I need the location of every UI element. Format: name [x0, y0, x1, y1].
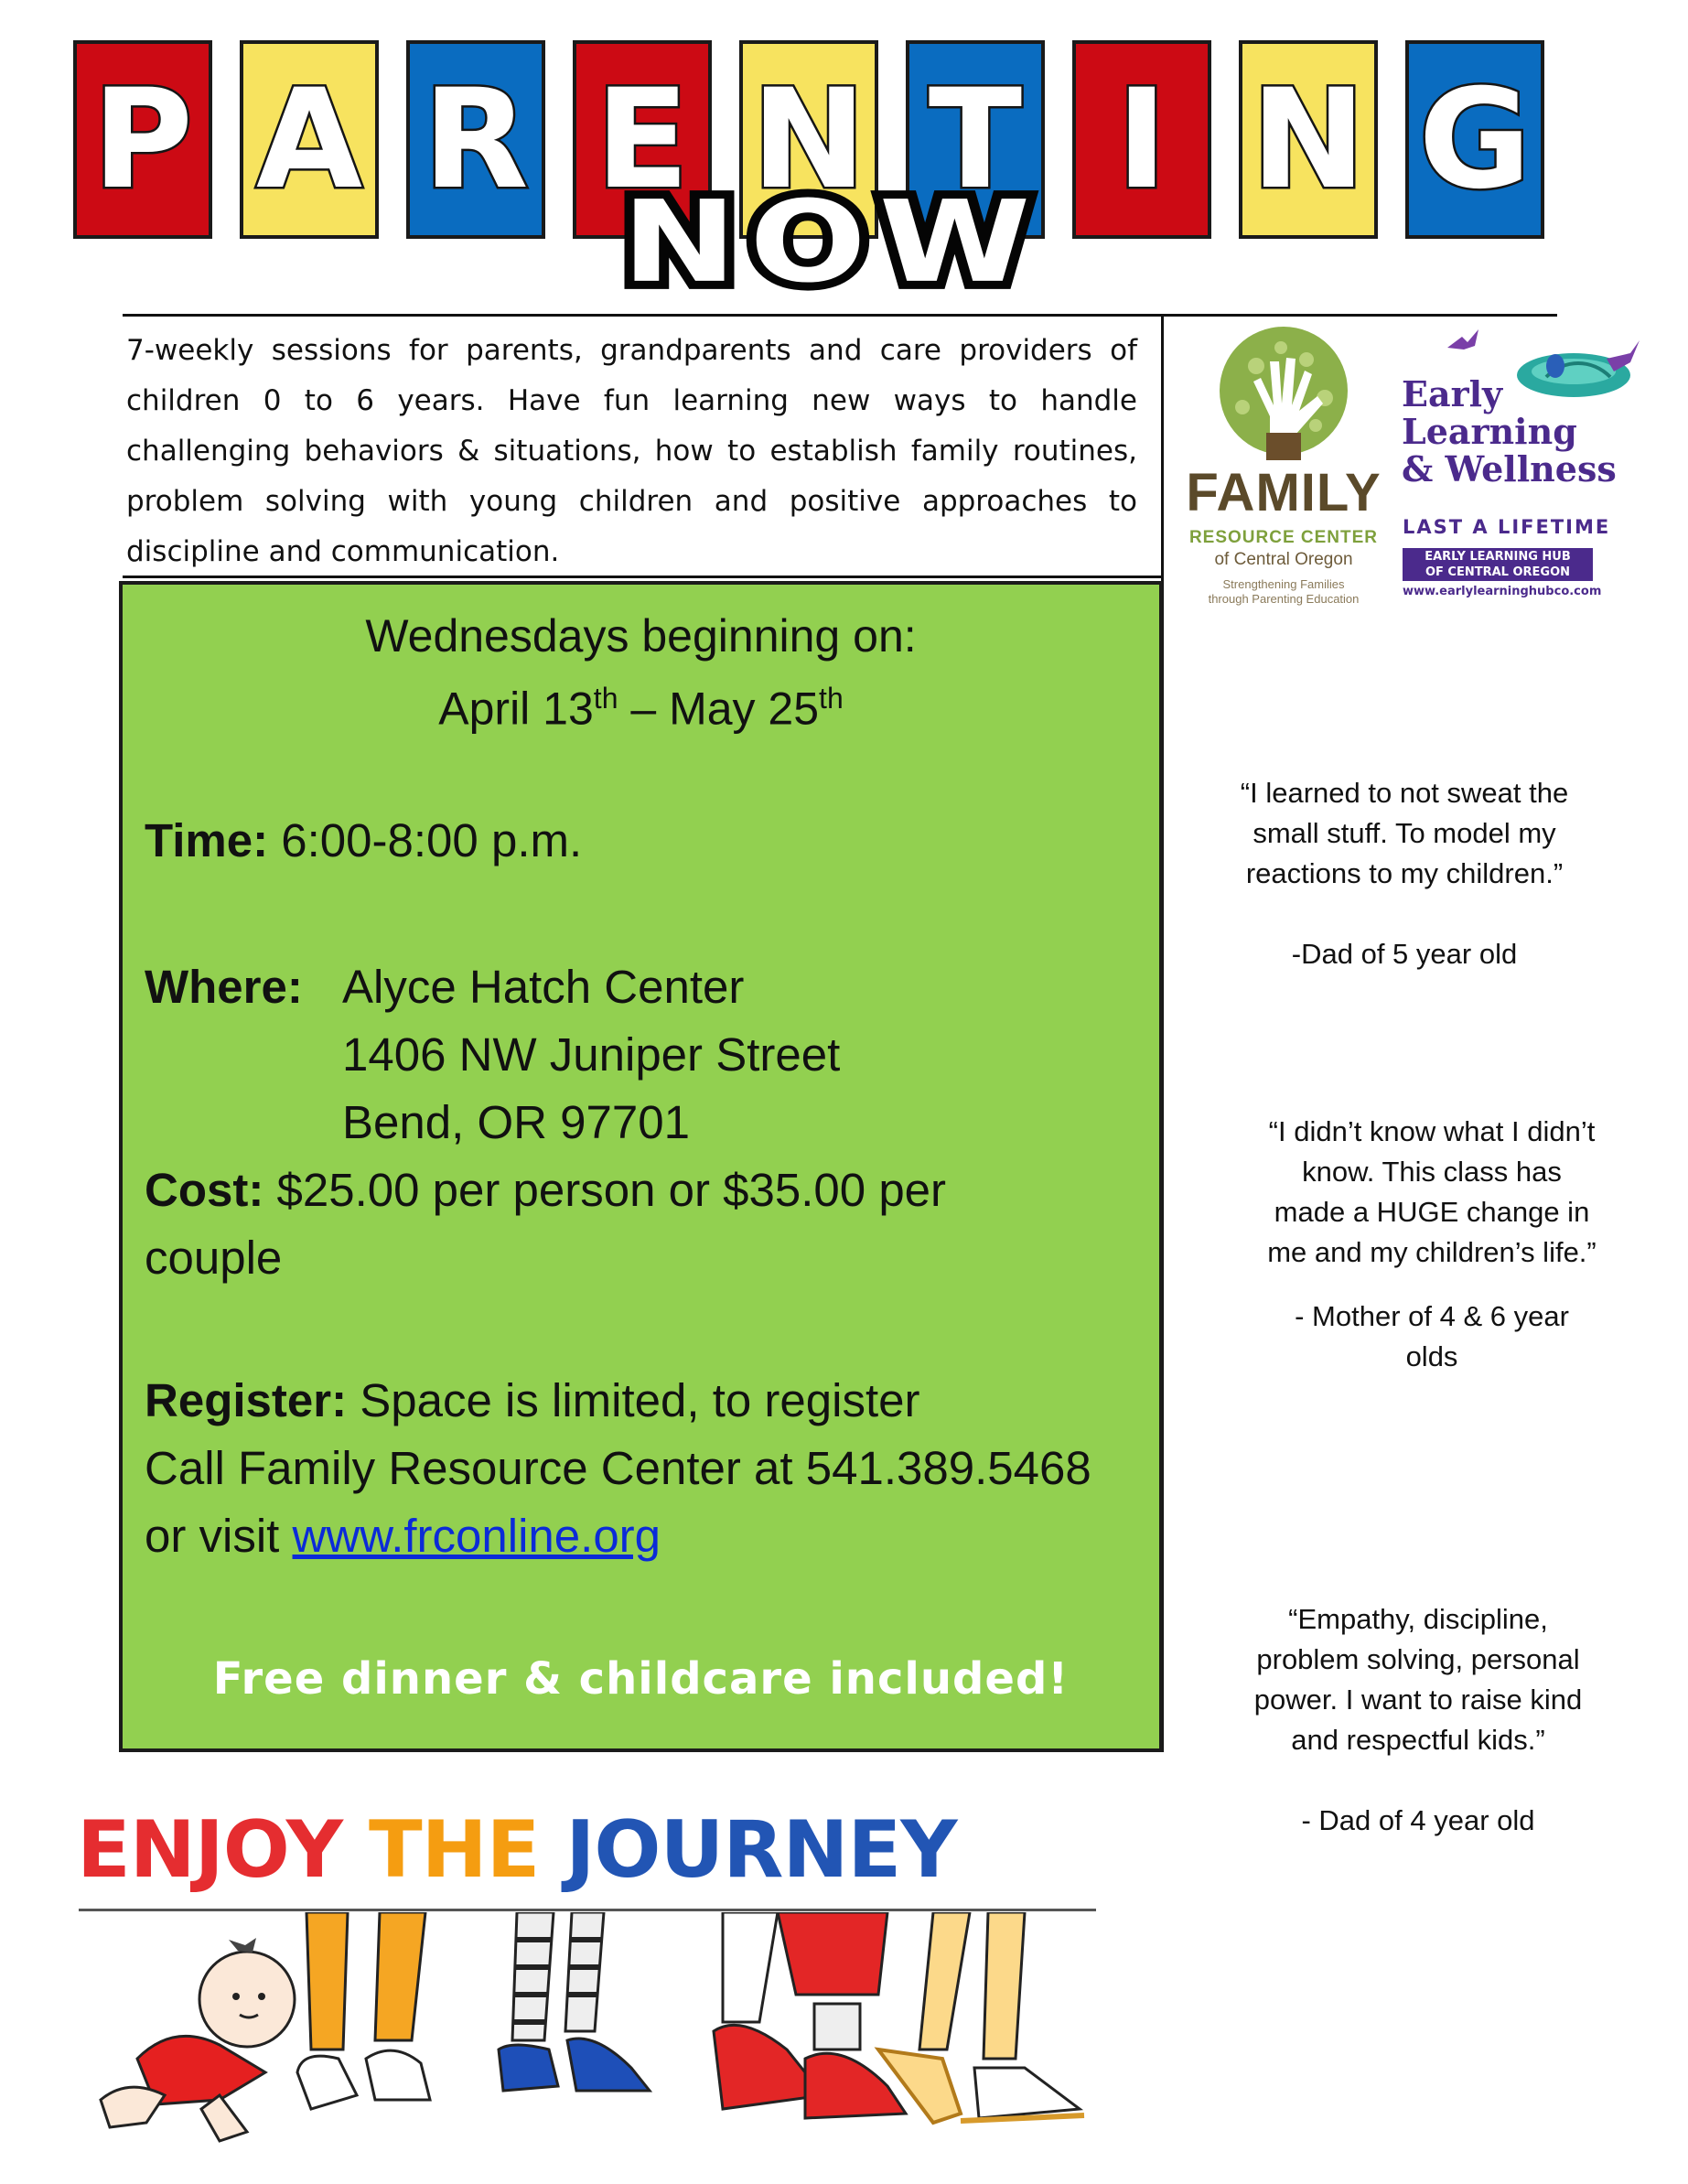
register-value: Space is limited, to register — [347, 1374, 920, 1426]
date-dash: – — [618, 683, 670, 735]
testimonial-quote: “Empathy, discipline, problem solving, personal power. I want to raise kind and respectful kids.” — [1253, 1603, 1583, 1756]
schedule — [123, 605, 1159, 740]
title-letter-t: T — [906, 40, 1045, 239]
subtitle-now: NOW — [621, 177, 1044, 308]
testimonial-3 — [1253, 1599, 1583, 1841]
schedule-dates — [123, 667, 1159, 740]
where-line-2: 1406 NW Juniper Street — [342, 1028, 841, 1081]
time-value: 6:00-8:00 p.m. — [268, 814, 583, 866]
title-letter-n: N — [739, 40, 878, 239]
end-suffix: th — [819, 682, 844, 715]
elw-line-2: Learning — [1402, 411, 1577, 452]
walking-feet-illustration — [82, 1912, 1125, 2178]
register-row — [145, 1367, 919, 1435]
visit-line — [145, 1502, 661, 1570]
where-line-1: Alyce Hatch Center — [342, 961, 745, 1013]
end-date: May 25 — [669, 683, 820, 735]
where-label: Where: — [145, 961, 303, 1013]
elw-hub-badge — [1403, 548, 1593, 581]
journey-underline — [79, 1909, 1096, 1911]
journey-word-2: THE — [369, 1804, 540, 1896]
testimonial-quote: “I didn’t know what I didn’t know. This class has made a HUGE change in me and my children’s life.” — [1267, 1115, 1597, 1268]
elw-hub-2: OF CENTRAL OREGON — [1425, 565, 1571, 579]
cost-row — [145, 1157, 946, 1224]
cost-value: $25.00 per person or $35.00 per — [263, 1164, 947, 1216]
title-letter-n2: N — [1239, 40, 1378, 239]
striped-legs-icon — [499, 1912, 650, 2091]
title-letter-r: R — [406, 40, 545, 239]
journey-word-1: ENJOY — [77, 1804, 343, 1896]
title-letter-e: E — [573, 40, 712, 239]
sandal-feet-icon — [878, 1912, 1084, 2123]
start-date: April 13 — [438, 683, 594, 735]
elw-line-3: & Wellness — [1402, 448, 1617, 490]
elw-line-1: Early — [1402, 373, 1503, 414]
free-dinner-note: Free dinner & childcare included! — [212, 1653, 1070, 1705]
frc-tagline-2: through Parenting Education — [1208, 592, 1360, 606]
cost-value-2: couple — [145, 1232, 283, 1284]
journey-word-3: JOURNEY — [565, 1804, 957, 1896]
frc-tagline-1: Strengthening Families — [1222, 577, 1345, 591]
elw-url: www.earlylearninghubco.com — [1403, 585, 1602, 598]
testimonial-author: - Mother of 4 & 6 year olds — [1295, 1300, 1569, 1372]
title-letter-i: I — [1072, 40, 1211, 239]
elw-name — [1402, 375, 1617, 488]
call-line: Call Family Resource Center at 541.389.5468 — [145, 1442, 1091, 1494]
where-line-3: Bend, OR 97701 — [342, 1096, 690, 1148]
testimonial-author: - Dad of 4 year old — [1301, 1804, 1535, 1836]
elw-hub-1: EARLY LEARNING HUB — [1425, 550, 1571, 564]
title-letter-g: G — [1405, 40, 1544, 239]
start-suffix: th — [593, 682, 618, 715]
top-divider — [123, 314, 1557, 317]
title-letter-p: P — [73, 40, 212, 239]
frc-subname: RESOURCE CENTER — [1188, 528, 1379, 547]
schedule-days: Wednesdays beginning on: — [365, 610, 917, 662]
elw-logo — [1391, 322, 1647, 608]
register-label: Register: — [145, 1374, 348, 1426]
frc-region: of Central Oregon — [1214, 550, 1353, 569]
frc-name: FAMILY — [1186, 463, 1382, 522]
testimonial-quote: “I learned to not sweat the small stuff. To model my reactions to my children.” — [1240, 777, 1569, 889]
time-label: Time: — [145, 814, 269, 866]
crawling-baby-icon — [101, 1938, 295, 2141]
cost-label: Cost: — [145, 1164, 264, 1216]
orange-pants-legs-icon — [297, 1912, 430, 2109]
website-link[interactable]: www.frconline.org — [292, 1510, 661, 1562]
time-row — [145, 807, 582, 875]
visit-prefix: or visit — [145, 1510, 293, 1562]
testimonial-author: -Dad of 5 year old — [1291, 938, 1518, 970]
title-letter-a: A — [240, 40, 379, 239]
details-box — [119, 581, 1163, 1752]
frc-logo — [1178, 325, 1389, 608]
journey-banner — [77, 1804, 957, 1896]
elw-tagline: LAST A LIFETIME — [1403, 516, 1611, 538]
red-sneakers-icon — [714, 1912, 906, 2118]
testimonial-1 — [1240, 773, 1569, 974]
intro-paragraph: 7-weekly sessions for parents, grandparents and care providers of children 0 to 6 years. Have fun learning new ways to handle challenging behaviors & situations, how to establish family routines, problem solving with young children and positive approaches to discipline and communication. — [126, 334, 1137, 568]
where-row — [145, 953, 303, 1021]
testimonial-2 — [1267, 1112, 1597, 1377]
frc-tagline — [1178, 577, 1389, 607]
tree-hand-icon — [1178, 325, 1389, 462]
